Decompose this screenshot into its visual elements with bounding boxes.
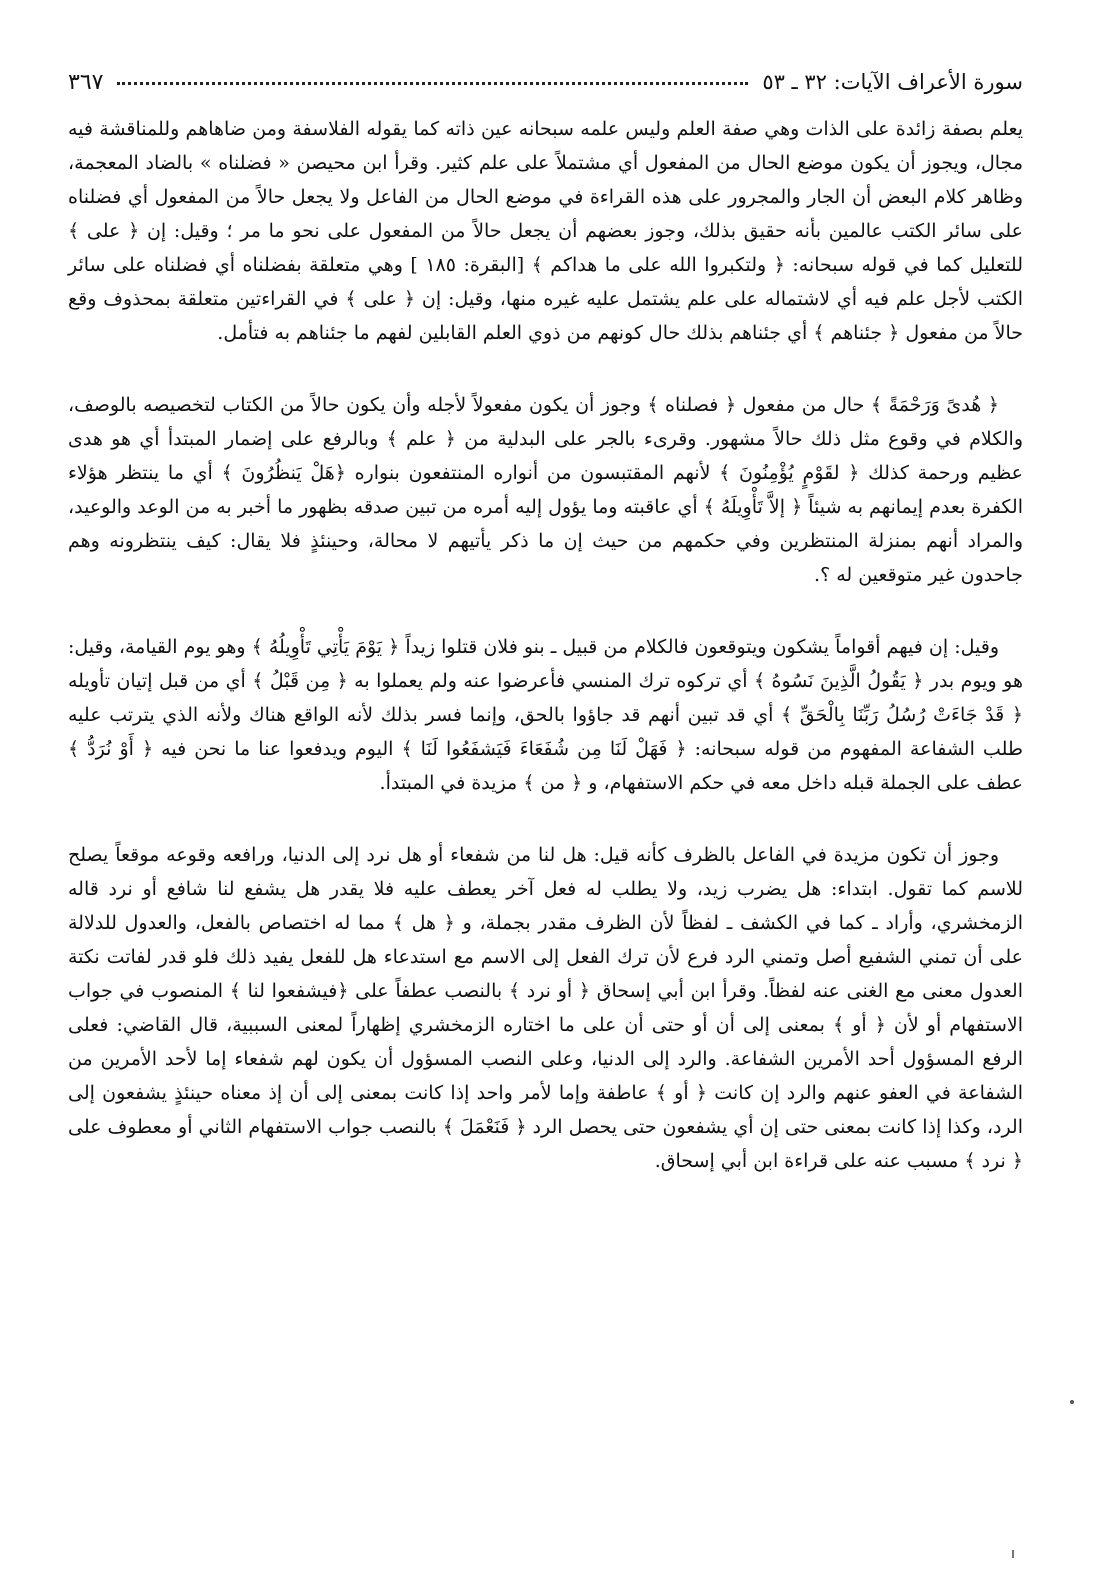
running-header (68, 70, 1023, 110)
paragraph: وجوز أن تكون مزيدة في الفاعل بالظرف كأنه قيل: هل لنا من شفعاء أو هل نرد إلى الدنيا، ورافعه وقوعه موقعاً يصلح للاسم كما تقول. ابتداء: هل يضرب زيد، ولا يطلب له فعل آخر يعطف عليه فلا يقدر هل يشفع لنا شافع أو نرد قاله الزمخشري، وأراد ـ كما في الكشف ـ لفظاً لأن الظرف مقدر بجملة، و ﴿ هل ﴾ مما له اختصاص بالفعل، والعدول للدلالة على أن تمني الشفيع أصل وتمني الرد فرع لأن ترك الفعل إلى الاسم مع استدعاء هل للفعل يفيد ذلك فلو قدر لفاتت نكتة العدول معنى مع الغنى عنه لفظاً. وقرأ ابن أبي إسحاق ﴿ أو نرد ﴾ بالنصب عطفاً على ﴿فيشفعوا لنا ﴾ المنصوب في جواب الاستفهام أو لأن ﴿ أو ﴾ بمعنى إلى أن أو حتى أن على ما اختاره الزمخشري إظهاراً لمعنى السببية، قال القاضي: فعلى الرفع المسؤول أحد الأمرين الشفاعة. والرد إلى الدنيا، وعلى النصب المسؤول أن يكون لهم شفعاء إما لأحد الأمرين من الشفاعة في العفو عنهم والرد إن كانت ﴿ أو ﴾ عاطفة وإما لأمر واحد إذا كانت بمعنى إلى أن إذ معناه حينئذٍ يشفعون إلى الرد، وكذا إذا كانت بمعنى حتى إن أي يشفعون حتى يحصل الرد ﴿ فَنَعْمَلَ ﴾ بالنصب جواب الاستفهام الثاني أو معطوف على ﴿ نرد ﴾ مسبب عنه على قراءة ابن أبي إسحاق. (68, 844, 1023, 1172)
paragraph: ﴿ هُدىً وَرَحْمَةً ﴾ حال من مفعول ﴿ فصلناه ﴾ وجوز أن يكون مفعولاً لأجله وأن يكون حالاً من الكتاب لتخصيصه بالوصف، والكلام في وقوع مثل ذلك حالاً مشهور. وقرىء بالجر على البدلية من ﴿ علم ﴾ وبالرفع على إضمار المبتدأ أي هو هدى عظيم ورحمة كذلك ﴿ لقَوْمٍ يُؤْمِنُونَ ﴾ لأنهم المقتبسون من أنواره المنتفعون بنواره ﴿هَلْ يَنظُرُونَ ﴾ أي ما ينتظر هؤلاء الكفرة بعدم إيمانهم به شيئاً ﴿ إلاَّ تَأْوِيلَهُ ﴾ أي عاقبته وما يؤول إليه أمره من تبين صدقه بظهور ما أخبر به من الوعد والوعيد، والمراد أنهم بمنزلة المنتظرين وفي حكمهم من حيث إن ما ذكر يأتيهم لا محالة، وحينئذٍ فلا يقال: كيف ينتظرونه وهم جاحدون غير متوقعين له ؟. (68, 394, 1023, 586)
scan-mark (1012, 1550, 1014, 1558)
book-page (68, 70, 1023, 1550)
paragraph: وقيل: إن فيهم أقواماً يشكون ويتوقعون فالكلام من قبيل ـ بنو فلان قتلوا زيداً ﴿ يَوْمَ يَأْتِي تَأْوِيلُهُ ﴾ وهو يوم القيامة، وقيل: هو ويوم بدر ﴿ يَقُولُ الَّذِينَ نَسُوهُ ﴾ أي تركوه ترك المنسي فأعرضوا عنه ولم يعملوا به ﴿ مِن قَبْلُ ﴾ أي من قبل إتيان تأويله ﴿ قَدْ جَاءَتْ رُسُلُ رَبِّنَا بِالْحَقِّ ﴾ أي قد تبين أنهم قد جاؤوا بالحق، وإنما فسر بذلك لأنه الواقع هناك ولأنه الذي يترتب عليه طلب الشفاعة المفهوم من قوله سبحانه: ﴿ فَهَلْ لَنَا مِن شُفَعَاءَ فَيَشفَعُوا لَنَا ﴾ اليوم ويدفعوا عنا ما نحن فيه ﴿ أَوْ نُرَدُّ ﴾ عطف على الجملة قبله داخل معه في حكم الاستفهام، و ﴿ من ﴾ مزيدة في المبتدأ. (68, 636, 1023, 794)
paragraph: يعلم بصفة زائدة على الذات وهي صفة العلم وليس علمه سبحانه عين ذاته كما يقوله الفلاسفة ومن ضاهاهم وللمناقشة فيه مجال، ويجوز أن يكون موضع الحال من المفعول أي مشتملاً على علم كثير. وقرأ ابن محيصن « فضلناه » بالضاد المعجمة، وظاهر كلام البعض أن الجار والمجرور على هذه القراءة في موضع الحال من الفاعل ولا يجعل حالاً من المفعول أي فضلناه على سائر الكتب عالمين بأنه حقيق بذلك، وجوز بعضهم أن يجعل حالاً من المفعول على نحو ما مر ؛ وقيل: إن ﴿ على ﴾ للتعليل كما في قوله سبحانه: ﴿ ولتكبروا الله على ما هداكم ﴾ [البقرة: ١٨٥ ] وهي متعلقة بفضلناه أي فضلناه على سائر الكتب لأجل علم فيه أي لاشتماله على علم يشتمل عليه غيره منها، وقيل: إن ﴿ على ﴾ في القراءتين متعلقة بمحذوف وقع حالاً من مفعول ﴿ جئناهم ﴾ أي جئناهم بذلك حال كونهم من ذوي العلم القابلين لفهم ما جئناهم به فتأمل. (68, 118, 1023, 344)
scan-speck (1070, 1400, 1074, 1404)
header-leader-dots (117, 72, 748, 85)
page-number: ٣٦٧ (68, 70, 104, 95)
surah-title: سورة الأعراف الآيات: ٣٢ ـ ٥٣ (762, 70, 1023, 94)
commentary-body (68, 112, 1023, 1178)
